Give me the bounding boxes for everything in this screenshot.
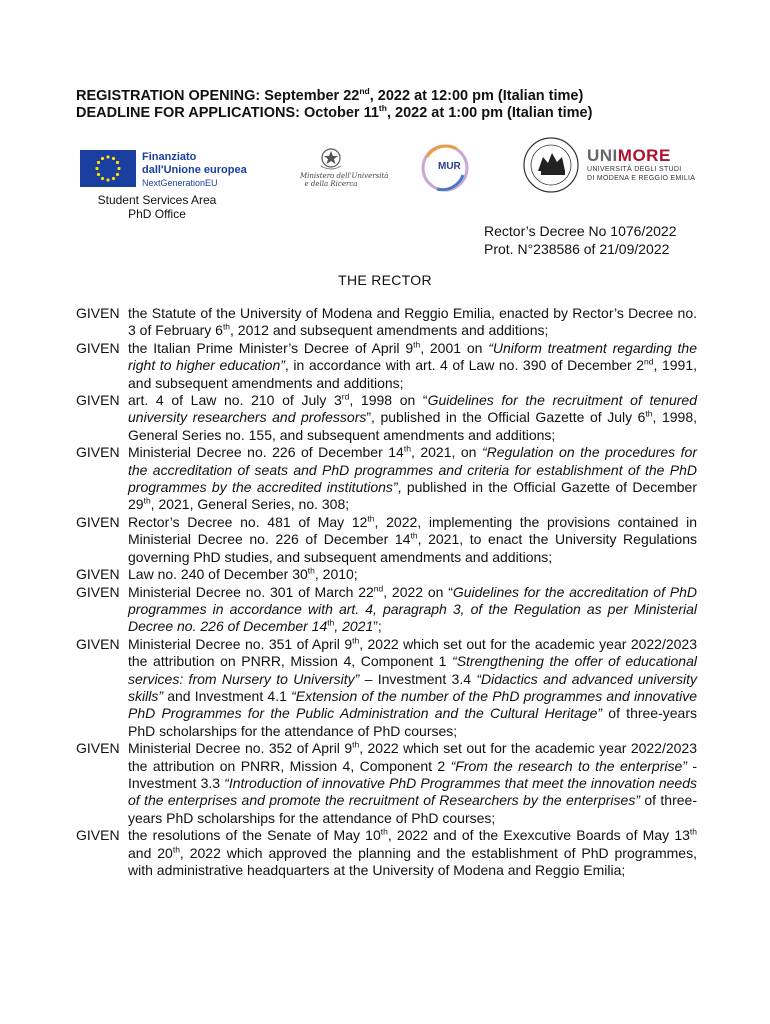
eu-flag-icon — [80, 150, 136, 187]
given-clause — [76, 305, 697, 340]
given-clause — [76, 566, 697, 583]
given-text: the resolutions of the Senate of May 10th, 2022 and of the Exexcutive Boards of May 13th and 20th, 2022 which approved the planning and the establishment of PhD programmes, with administrative headquarters at the University of Modena and Reggio Emilia; — [128, 826, 697, 878]
ministry-emblem-logo: Ministero dell'Università e della Ricerca — [300, 146, 362, 190]
given-text: Ministerial Decree no. 351 of April 9th, 2022 which set out for the academic year 2022/2023 the attribution on PNRR, Mission 4, Component 1 “Strengthening the offer of educational services: from Nursery to University” – Investment 3.4 “Didactics and advanced university skills” and Investment 4.1 “Extension of the number of the PhD programmes and innovative PhD Programmes for the Public Administration and the Cultural Heritage” of three-years PhD scholarships for the attendance of PhD courses; — [128, 635, 698, 739]
given-clause — [76, 636, 697, 740]
given-clause — [76, 740, 697, 827]
given-keyword: GIVEN — [76, 513, 120, 530]
given-keyword: GIVEN — [76, 339, 120, 356]
unimore-subtitle-2: DI MODENA E REGGIO EMILIA — [587, 175, 696, 182]
document-title: THE RECTOR — [338, 272, 432, 288]
given-keyword: GIVEN — [76, 740, 120, 757]
given-clause — [76, 340, 697, 392]
given-text: the Statute of the University of Modena and Reggio Emilia, enacted by Rector’s Decree no. 3 of February 6th, 2012 and subsequent amendments and additions; — [128, 305, 697, 339]
given-keyword: GIVEN — [76, 583, 120, 600]
deadline-line: DEADLINE FOR APPLICATIONS: October 11th, 2022 at 1:00 pm (Italian time) — [76, 103, 593, 121]
republic-emblem-icon — [300, 146, 362, 172]
given-keyword: GIVEN — [76, 444, 120, 461]
given-text: Ministerial Decree no. 352 of April 9th, 2022 which set out for the academic year 2022/2023 the attribution on PNRR, Mission 4, Component 2 “From the research to the enterprise” - Investment 3.3 “Introduction of innovative PhD Programmes that meet the innovation needs of the enterprises and promote the recruitment of Researchers by the enterprises” of three-years PhD scholarships for the attendance of PhD courses; — [128, 739, 697, 826]
given-clause — [76, 827, 697, 879]
university-seal-icon — [521, 135, 581, 195]
unimore-wordmark: UNIMORE — [587, 146, 671, 165]
given-keyword: GIVEN — [76, 392, 120, 409]
eu-funding-logo: Finanziato dall'Unione europea NextGenerationEU — [80, 150, 250, 188]
registration-opening-line: REGISTRATION OPENING: September 22nd, 2022 at 12:00 pm (Italian time) — [76, 86, 584, 104]
given-clause — [76, 584, 697, 636]
given-text: Ministerial Decree no. 301 of March 22nd, 2022 on “Guidelines for the accreditation of PhD programmes in accordance with art. 4, paragraph 3, of the Regulation as per Ministerial Decree no. 226 of December 14th, 2021”; — [128, 582, 697, 635]
given-text: Ministerial Decree no. 226 of December 14th, 2021, on “Regulation on the procedures for the accreditation of seats and PhD programmes and criteria for establishment of the PhD programmes by the accredited institutions”, published in the Official Gazette of December 29th, 2021, General Series, no. 308; — [128, 443, 697, 513]
office-area: Student Services Area — [97, 193, 217, 207]
given-keyword: GIVEN — [76, 827, 120, 844]
given-text: Rector’s Decree no. 481 of May 12th, 2022, implementing the provisions contained in Ministerial Decree no. 226 of December 14th, 2021, to enact the University Regulations governing PhD studies, and subsequent amendments and additions; — [128, 513, 697, 565]
given-text: art. 4 of Law no. 210 of July 3rd, 1998 on “Guidelines for the recruitment of tenured university researchers and professors”, published in the Official Gazette of July 6th, 1998, General Series no. 155, and subsequent amendments and additions; — [128, 391, 697, 443]
unimore-seal-logo — [521, 135, 581, 195]
office-name: PhD Office — [128, 207, 186, 221]
given-clauses — [76, 305, 697, 879]
given-keyword: GIVEN — [76, 305, 120, 321]
given-clause — [76, 392, 697, 444]
protocol-number: Prot. N°238586 of 21/09/2022 — [484, 241, 670, 257]
given-text: the Italian Prime Minister’s Decree of April 9th, 2001 on “Uniform treatment regarding the right to higher education”, in accordance with art. 4 of Law no. 390 of December 2nd, 1991, and subsequent amendments and additions; — [128, 339, 697, 391]
mur-logo: MUR — [417, 141, 477, 195]
given-clause — [76, 514, 697, 566]
decree-number: Rector’s Decree No 1076/2022 — [484, 223, 677, 239]
given-clause — [76, 444, 697, 514]
given-text: Law no. 240 of December 30th, 2010; — [128, 565, 358, 583]
unimore-subtitle-1: UNIVERSITÀ DEGLI STUDI — [587, 166, 682, 173]
given-keyword: GIVEN — [76, 635, 120, 652]
given-keyword: GIVEN — [76, 566, 120, 583]
